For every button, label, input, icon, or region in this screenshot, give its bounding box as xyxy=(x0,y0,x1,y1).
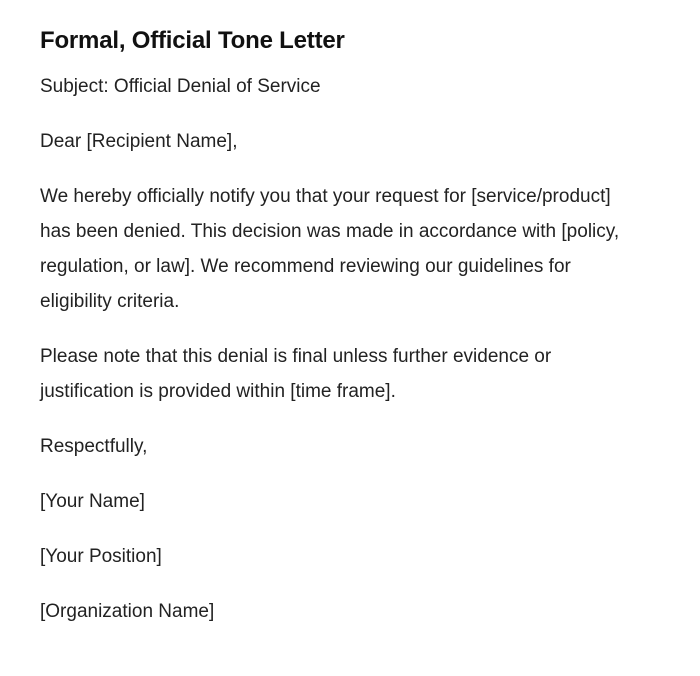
signature-position: [Your Position] xyxy=(40,546,162,567)
signature-organization: [Organization Name] xyxy=(40,601,215,622)
letter-title: Formal, Official Tone Letter xyxy=(40,27,345,54)
signature-name: [Your Name] xyxy=(40,491,145,512)
letter-salutation: Dear [Recipient Name], xyxy=(40,131,238,152)
letter-body-paragraph-1: We hereby officially notify you that your request for [service/product] has been denied. This decision was made in accordance with [policy, regulation, or law]. We recommend reviewing our guidelines for eligibility criteria. xyxy=(40,186,620,312)
letter-subject: Subject: Official Denial of Service xyxy=(40,76,321,97)
letter-body-paragraph-2: Please note that this denial is final unless further evidence or justification is provided within [time frame]. xyxy=(40,346,552,402)
letter-closing: Respectfully, xyxy=(40,436,148,457)
